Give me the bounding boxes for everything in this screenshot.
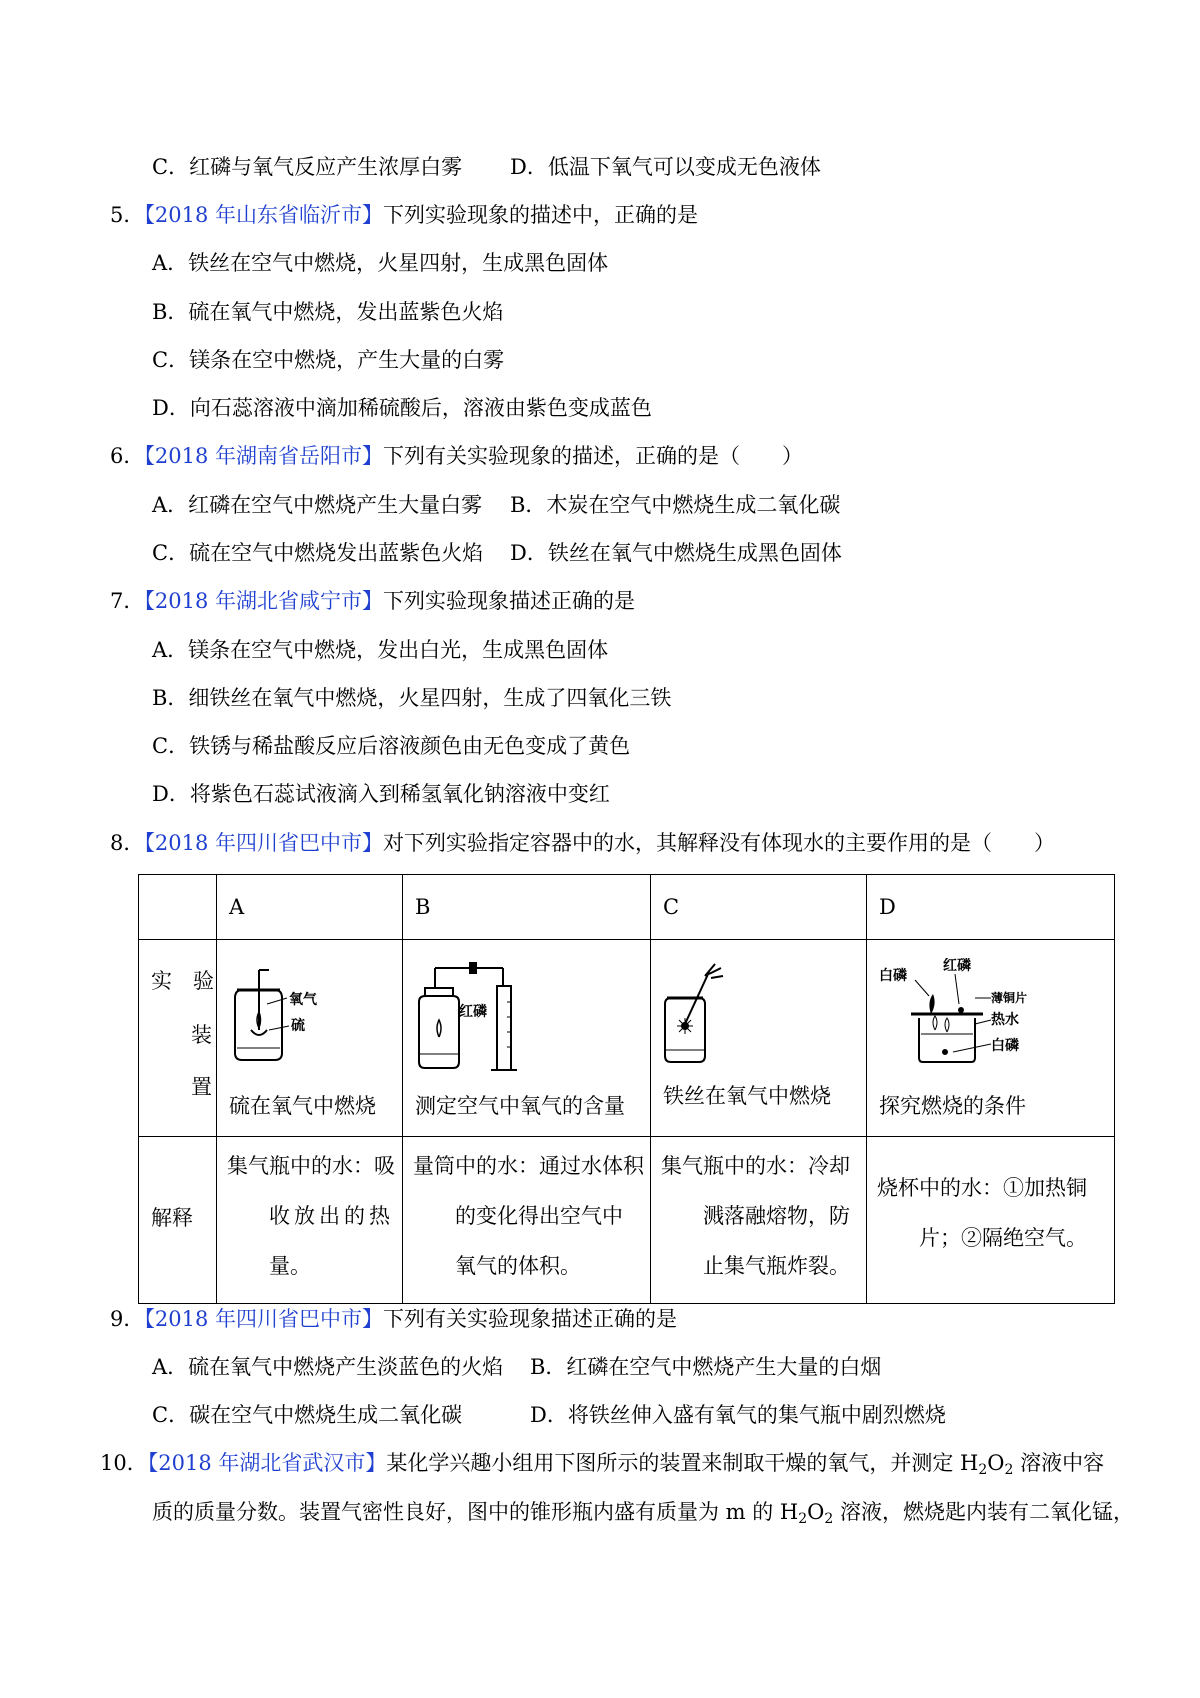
q5-source: 【2018 年山东省临沂市】 — [144, 203, 383, 227]
q4-option-c: C．红磷与氧气反应产生浓厚白雾 — [152, 155, 463, 179]
q8-device-b — [403, 940, 651, 1137]
svg-text:白磷: 白磷 — [879, 968, 907, 984]
q8-explain-a: 集气瓶中的水：吸 收放出的热 量。 — [217, 1137, 403, 1304]
q5-option-d: D．向石蕊溶液中滴加稀硫酸后，溶液由紫色变成蓝色 — [152, 396, 652, 420]
q8-header-c: C — [651, 875, 867, 940]
q5-option-c: C．镁条在空中燃烧，产生大量的白雾 — [152, 348, 505, 372]
q8-header-b: B — [403, 875, 651, 940]
sulfur-burning-figure — [225, 968, 335, 1068]
q7-option-b: B．细铁丝在氧气中燃烧，火星四射，生成了四氧化三铁 — [152, 686, 672, 710]
q10-number: 10． — [100, 1451, 148, 1475]
q8-device-c-caption: 铁丝在氧气中燃烧 — [663, 1084, 831, 1108]
q9-option-d: D．将铁丝伸入盛有氧气的集气瓶中剧烈燃烧 — [530, 1403, 946, 1427]
q8-device-b-caption: 测定空气中氧气的含量 — [415, 1094, 625, 1118]
q8-text: 对下列实验指定容器中的水，其解释没有体现水的主要作用的是（ ） — [383, 831, 1055, 855]
q9-number: 9． — [110, 1307, 145, 1331]
q7-option-c: C．铁锈与稀盐酸反应后溶液颜色由无色变成了黄色 — [152, 734, 631, 758]
q4-option-d: D．低温下氧气可以变成无色液体 — [510, 155, 821, 179]
q6-text: 下列有关实验现象的描述，正确的是（ ） — [383, 444, 803, 468]
q9-option-a: A．硫在氧气中燃烧产生淡蓝色的火焰 — [152, 1355, 504, 1379]
q8-device-row — [139, 940, 1115, 1137]
svg-text:白磷: 白磷 — [991, 1038, 1019, 1054]
combustion-conditions-figure — [875, 958, 1035, 1068]
q9-source: 【2018 年四川省巴中市】 — [144, 1307, 383, 1331]
q8-device-label: 实 验 装 置 — [139, 940, 217, 1137]
oxygen-content-figure — [413, 962, 533, 1074]
q6-option-c: C．硫在空气中燃烧发出蓝紫色火焰 — [152, 541, 484, 565]
q7-source: 【2018 年湖北省咸宁市】 — [144, 589, 383, 613]
svg-text:红磷: 红磷 — [943, 958, 971, 974]
q5-number: 5． — [110, 203, 145, 227]
q5-text: 下列实验现象的描述中，正确的是 — [383, 203, 698, 227]
q7-option-a: A．镁条在空气中燃烧，发出白光，生成黑色固体 — [152, 638, 609, 662]
svg-text:薄铜片: 薄铜片 — [991, 991, 1028, 1005]
q8-device-a-caption: 硫在氧气中燃烧 — [229, 1094, 376, 1118]
q6-option-d: D．铁丝在氧气中燃烧生成黑色固体 — [510, 541, 842, 565]
q10-stem: 10．【2018 年湖北省武汉市】某化学兴趣小组用下图所示的装置来制取干燥的氧气，并测定 $H_2O_2$ 溶液中容 — [100, 1451, 1105, 1478]
q8-device-d — [867, 940, 1115, 1137]
q10-source: 【2018 年湖北省武汉市】 — [147, 1451, 387, 1475]
q8-header-d: D — [867, 875, 1115, 940]
q6-source: 【2018 年湖南省岳阳市】 — [144, 444, 383, 468]
q5-option-b: B．硫在氧气中燃烧，发出蓝紫色火焰 — [152, 300, 504, 324]
q9-text: 下列有关实验现象描述正确的是 — [383, 1307, 677, 1331]
q6-number: 6． — [110, 444, 145, 468]
q8-device-a — [217, 940, 403, 1137]
q8-device-c — [651, 940, 867, 1137]
q5-stem — [110, 200, 698, 230]
q7-text: 下列实验现象描述正确的是 — [383, 589, 635, 613]
q9-option-b: B．红磷在空气中燃烧产生大量的白烟 — [530, 1355, 882, 1379]
q10-text: 某化学兴趣小组用下图所示的装置来制取干燥的氧气，并测定 H — [386, 1451, 979, 1475]
q6-stem — [110, 441, 803, 471]
q8-explain-label: 解释 — [139, 1137, 217, 1304]
q8-number: 8． — [110, 831, 145, 855]
q9-stem — [110, 1304, 677, 1334]
q8-stem — [110, 828, 1055, 858]
q8-explain-b: 量筒中的水：通过水体积 的变化得出空气中 氧气的体积。 — [403, 1137, 651, 1304]
q9-option-c: C．碳在空气中燃烧生成二氧化碳 — [152, 1403, 463, 1427]
q8-explain-d: 烧杯中的水：①加热铜 片；②隔绝空气。 — [867, 1137, 1115, 1304]
q8-explain-row — [139, 1137, 1115, 1304]
q8-table — [138, 874, 1115, 1304]
svg-text:氧气: 氧气 — [289, 992, 317, 1008]
q7-option-d: D．将紫色石蕊试液滴入到稀氢氧化钠溶液中变红 — [152, 782, 610, 806]
q6-option-a: A．红磷在空气中燃烧产生大量白雾 — [152, 493, 483, 517]
q10-line2: 质的质量分数。装置气密性良好，图中的锥形瓶内盛有质量为 m 的 $H_2O_2$ 溶液，燃烧匙内装有二氧化锰， — [152, 1500, 1134, 1527]
q8-device-d-caption: 探究燃烧的条件 — [879, 1094, 1026, 1118]
q8-explain-c: 集气瓶中的水：冷却 溅落融熔物，防 止集气瓶炸裂。 — [651, 1137, 867, 1304]
svg-text:热水: 热水 — [991, 1012, 1019, 1028]
q8-header-empty — [139, 875, 217, 940]
q8-source: 【2018 年四川省巴中市】 — [144, 831, 383, 855]
q8-header-a: A — [217, 875, 403, 940]
q6-option-b: B．木炭在空气中燃烧生成二氧化碳 — [510, 493, 841, 517]
svg-text:红磷: 红磷 — [459, 1004, 487, 1020]
q7-number: 7． — [110, 589, 145, 613]
q8-header-row — [139, 875, 1115, 940]
q7-stem — [110, 586, 635, 616]
svg-text:硫: 硫 — [291, 1018, 305, 1034]
iron-wire-figure — [659, 958, 739, 1068]
q5-option-a: A．铁丝在空气中燃烧，火星四射，生成黑色固体 — [152, 251, 609, 275]
